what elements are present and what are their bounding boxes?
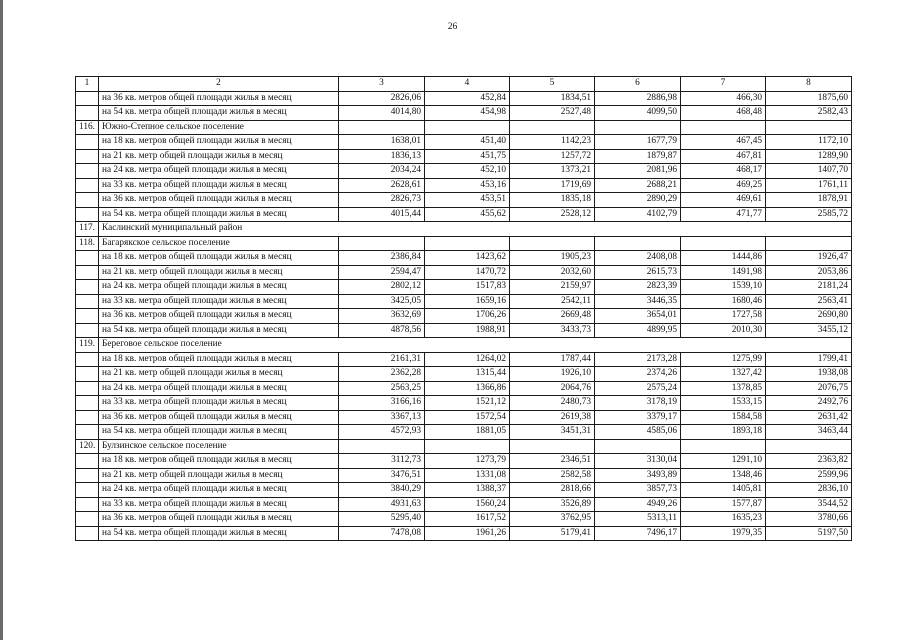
- empty-cell: [339, 439, 425, 454]
- row-number: [76, 91, 99, 106]
- value-cell: 2582,58: [510, 468, 595, 483]
- value-cell: 2836,10: [766, 483, 852, 498]
- empty-cell: [425, 439, 510, 454]
- value-cell: 467,45: [681, 135, 766, 150]
- value-cell: 2585,72: [766, 207, 852, 222]
- empty-cell: [681, 439, 766, 454]
- value-cell: 2582,43: [766, 106, 852, 121]
- row-number: [76, 309, 99, 324]
- value-cell: 2161,31: [339, 352, 425, 367]
- value-cell: 4949,26: [595, 497, 681, 512]
- value-cell: 1273,79: [425, 454, 510, 469]
- value-cell: 2081,96: [595, 164, 681, 179]
- table-row: [76, 207, 852, 222]
- tariff-table: [75, 76, 852, 541]
- row-number: [76, 526, 99, 541]
- row-label: на 54 кв. метра общей площади жилья в месяц: [99, 425, 339, 440]
- row-label: на 18 кв. метров общей площади жилья в месяц: [99, 352, 339, 367]
- value-cell: 2826,73: [339, 193, 425, 208]
- value-cell: 3544,52: [766, 497, 852, 512]
- row-number: [76, 396, 99, 411]
- value-cell: 2688,21: [595, 178, 681, 193]
- row-label: на 54 кв. метра общей площади жилья в месяц: [99, 526, 339, 541]
- row-number: [76, 280, 99, 295]
- value-cell: 453,51: [425, 193, 510, 208]
- empty-cell: [595, 439, 681, 454]
- value-cell: 1533,15: [681, 396, 766, 411]
- table-row: [76, 367, 852, 382]
- row-number: [76, 207, 99, 222]
- value-cell: 1836,13: [339, 149, 425, 164]
- value-cell: 1275,99: [681, 352, 766, 367]
- value-cell: 1407,70: [766, 164, 852, 179]
- row-label: на 36 кв. метров общей площади жилья в месяц: [99, 91, 339, 106]
- table-row: [76, 425, 852, 440]
- value-cell: 3379,17: [595, 410, 681, 425]
- value-cell: 1388,37: [425, 483, 510, 498]
- column-number: 3: [339, 77, 425, 92]
- value-cell: 1881,05: [425, 425, 510, 440]
- row-label: на 36 кв. метров общей площади жилья в месяц: [99, 193, 339, 208]
- column-number: 4: [425, 77, 510, 92]
- page-number: 26: [447, 22, 458, 32]
- value-cell: 469,61: [681, 193, 766, 208]
- value-cell: 2363,82: [766, 454, 852, 469]
- value-cell: 2890,29: [595, 193, 681, 208]
- row-label: на 33 кв. метра общей площади жилья в месяц: [99, 178, 339, 193]
- table-row: [76, 178, 852, 193]
- value-cell: 4878,56: [339, 323, 425, 338]
- table-row: [76, 193, 852, 208]
- value-cell: 2826,06: [339, 91, 425, 106]
- value-cell: 1444,86: [681, 251, 766, 266]
- value-cell: 1378,85: [681, 381, 766, 396]
- row-label: на 36 кв. метров общей площади жилья в месяц: [99, 512, 339, 527]
- table-row: [76, 396, 852, 411]
- value-cell: 3425,05: [339, 294, 425, 309]
- value-cell: 451,40: [425, 135, 510, 150]
- value-cell: 4899,95: [595, 323, 681, 338]
- empty-cell: [681, 236, 766, 251]
- empty-cell: [595, 236, 681, 251]
- value-cell: 1926,47: [766, 251, 852, 266]
- row-number: [76, 381, 99, 396]
- value-cell: 452,10: [425, 164, 510, 179]
- value-cell: 2615,73: [595, 265, 681, 280]
- value-cell: 1719,69: [510, 178, 595, 193]
- value-cell: 2594,47: [339, 265, 425, 280]
- value-cell: 1264,02: [425, 352, 510, 367]
- value-cell: 2802,12: [339, 280, 425, 295]
- value-cell: 2527,48: [510, 106, 595, 121]
- value-cell: 3463,44: [766, 425, 852, 440]
- value-cell: 2480,73: [510, 396, 595, 411]
- value-cell: 1348,46: [681, 468, 766, 483]
- column-number: 8: [766, 77, 852, 92]
- value-cell: 2619,38: [510, 410, 595, 425]
- section-title: Каслинский муниципальный район: [99, 222, 852, 237]
- value-cell: 1423,62: [425, 251, 510, 266]
- value-cell: 1638,01: [339, 135, 425, 150]
- column-number: 7: [681, 77, 766, 92]
- value-cell: 1680,46: [681, 294, 766, 309]
- row-label: на 24 кв. метра общей площади жилья в месяц: [99, 381, 339, 396]
- value-cell: 2064,76: [510, 381, 595, 396]
- value-cell: 2542,11: [510, 294, 595, 309]
- value-cell: 3433,73: [510, 323, 595, 338]
- row-number: [76, 106, 99, 121]
- value-cell: 455,62: [425, 207, 510, 222]
- row-number: [76, 352, 99, 367]
- value-cell: 2669,48: [510, 309, 595, 324]
- table-row: [76, 149, 852, 164]
- value-cell: 1905,23: [510, 251, 595, 266]
- row-label: на 21 кв. метр общей площади жилья в месяц: [99, 367, 339, 382]
- section-row: [76, 439, 852, 454]
- table-row: [76, 512, 852, 527]
- value-cell: 2528,12: [510, 207, 595, 222]
- row-label: на 54 кв. метра общей площади жилья в месяц: [99, 323, 339, 338]
- value-cell: 468,17: [681, 164, 766, 179]
- table-row: [76, 497, 852, 512]
- value-cell: 2032,60: [510, 265, 595, 280]
- scan-edge: [0, 0, 3, 640]
- section-row: [76, 120, 852, 135]
- table-row: [76, 280, 852, 295]
- value-cell: 452,84: [425, 91, 510, 106]
- section-number: 120.: [76, 439, 99, 454]
- value-cell: 471,77: [681, 207, 766, 222]
- value-cell: 3493,89: [595, 468, 681, 483]
- section-number: 116.: [76, 120, 99, 135]
- section-row: [76, 236, 852, 251]
- table-row: [76, 381, 852, 396]
- value-cell: 1727,58: [681, 309, 766, 324]
- row-label: на 54 кв. метра общей площади жилья в месяц: [99, 106, 339, 121]
- column-number: 2: [99, 77, 339, 92]
- row-number: [76, 265, 99, 280]
- value-cell: 4102,79: [595, 207, 681, 222]
- value-cell: 5295,40: [339, 512, 425, 527]
- value-cell: 3654,01: [595, 309, 681, 324]
- empty-cell: [510, 120, 595, 135]
- empty-cell: [595, 120, 681, 135]
- value-cell: 4014,80: [339, 106, 425, 121]
- row-label: на 33 кв. метра общей площади жилья в месяц: [99, 396, 339, 411]
- value-cell: 1878,91: [766, 193, 852, 208]
- value-cell: 1834,51: [510, 91, 595, 106]
- value-cell: 1659,16: [425, 294, 510, 309]
- value-cell: 2010,30: [681, 323, 766, 338]
- value-cell: 3130,04: [595, 454, 681, 469]
- row-label: на 21 кв. метр общей площади жилья в месяц: [99, 265, 339, 280]
- value-cell: 467,81: [681, 149, 766, 164]
- value-cell: 1142,23: [510, 135, 595, 150]
- value-cell: 1584,58: [681, 410, 766, 425]
- value-cell: 1491,98: [681, 265, 766, 280]
- value-cell: 1961,26: [425, 526, 510, 541]
- column-number: 5: [510, 77, 595, 92]
- value-cell: 1577,87: [681, 497, 766, 512]
- value-cell: 1875,60: [766, 91, 852, 106]
- section-title: Южно-Степное сельское поселение: [99, 120, 339, 135]
- value-cell: 7496,17: [595, 526, 681, 541]
- row-label: на 36 кв. метров общей площади жилья в месяц: [99, 309, 339, 324]
- value-cell: 2076,75: [766, 381, 852, 396]
- value-cell: 2628,61: [339, 178, 425, 193]
- value-cell: 1799,41: [766, 352, 852, 367]
- empty-cell: [510, 439, 595, 454]
- value-cell: 1635,23: [681, 512, 766, 527]
- value-cell: 4099,50: [595, 106, 681, 121]
- row-label: на 24 кв. метра общей площади жилья в месяц: [99, 483, 339, 498]
- value-cell: 2631,42: [766, 410, 852, 425]
- value-cell: 1761,11: [766, 178, 852, 193]
- section-title: Багарякское сельское поселение: [99, 236, 339, 251]
- table-row: [76, 410, 852, 425]
- row-number: [76, 512, 99, 527]
- value-cell: 5179,41: [510, 526, 595, 541]
- section-number: 119.: [76, 338, 99, 353]
- row-label: на 24 кв. метра общей площади жилья в месяц: [99, 280, 339, 295]
- table-row: [76, 468, 852, 483]
- row-label: на 24 кв. метра общей площади жилья в месяц: [99, 164, 339, 179]
- table-row: [76, 526, 852, 541]
- row-label: на 54 кв. метра общей площади жилья в месяц: [99, 207, 339, 222]
- table-row: [76, 483, 852, 498]
- value-cell: 466,30: [681, 91, 766, 106]
- value-cell: 1539,10: [681, 280, 766, 295]
- table-row: [76, 265, 852, 280]
- value-cell: 2599,96: [766, 468, 852, 483]
- value-cell: 1373,21: [510, 164, 595, 179]
- row-label: на 21 кв. метр общей площади жилья в месяц: [99, 149, 339, 164]
- value-cell: 1572,54: [425, 410, 510, 425]
- value-cell: 1327,42: [681, 367, 766, 382]
- value-cell: 3166,16: [339, 396, 425, 411]
- value-cell: 2181,24: [766, 280, 852, 295]
- value-cell: 1926,10: [510, 367, 595, 382]
- value-cell: 3451,31: [510, 425, 595, 440]
- value-cell: 1172,10: [766, 135, 852, 150]
- row-number: [76, 149, 99, 164]
- value-cell: 1893,18: [681, 425, 766, 440]
- value-cell: 1879,87: [595, 149, 681, 164]
- value-cell: 3762,95: [510, 512, 595, 527]
- section-number: 117.: [76, 222, 99, 237]
- row-label: на 33 кв. метра общей площади жилья в месяц: [99, 497, 339, 512]
- row-number: [76, 178, 99, 193]
- row-number: [76, 251, 99, 266]
- value-cell: 1521,12: [425, 396, 510, 411]
- value-cell: 7478,08: [339, 526, 425, 541]
- table-row: [76, 135, 852, 150]
- value-cell: 2386,84: [339, 251, 425, 266]
- value-cell: 1835,18: [510, 193, 595, 208]
- table-row: [76, 91, 852, 106]
- value-cell: 5313,11: [595, 512, 681, 527]
- value-cell: 1938,08: [766, 367, 852, 382]
- value-cell: 2823,39: [595, 280, 681, 295]
- row-number: [76, 193, 99, 208]
- table-row: [76, 251, 852, 266]
- value-cell: 3857,73: [595, 483, 681, 498]
- row-label: на 21 кв. метр общей площади жилья в месяц: [99, 468, 339, 483]
- value-cell: 1988,91: [425, 323, 510, 338]
- empty-cell: [766, 236, 852, 251]
- value-cell: 2034,24: [339, 164, 425, 179]
- empty-cell: [510, 236, 595, 251]
- row-number: [76, 367, 99, 382]
- row-number: [76, 425, 99, 440]
- table-row: [76, 294, 852, 309]
- value-cell: 4585,06: [595, 425, 681, 440]
- value-cell: 1979,35: [681, 526, 766, 541]
- table-row: [76, 106, 852, 121]
- value-cell: 5197,50: [766, 526, 852, 541]
- row-label: на 36 кв. метров общей площади жилья в месяц: [99, 410, 339, 425]
- value-cell: 2374,26: [595, 367, 681, 382]
- row-label: на 18 кв. метров общей площади жилья в месяц: [99, 251, 339, 266]
- table-row: [76, 323, 852, 338]
- value-cell: 1470,72: [425, 265, 510, 280]
- section-row: [76, 338, 852, 353]
- section-title: Булзинское сельское поселение: [99, 439, 339, 454]
- value-cell: 1787,44: [510, 352, 595, 367]
- value-cell: 1257,72: [510, 149, 595, 164]
- row-label: на 18 кв. метров общей площади жилья в месяц: [99, 454, 339, 469]
- row-label: на 33 кв. метра общей площади жилья в месяц: [99, 294, 339, 309]
- value-cell: 3455,12: [766, 323, 852, 338]
- value-cell: 2159,97: [510, 280, 595, 295]
- value-cell: 2408,08: [595, 251, 681, 266]
- table-row: [76, 352, 852, 367]
- row-label: на 18 кв. метров общей площади жилья в месяц: [99, 135, 339, 150]
- value-cell: 469,25: [681, 178, 766, 193]
- row-number: [76, 135, 99, 150]
- value-cell: 2053,86: [766, 265, 852, 280]
- section-row: [76, 222, 852, 237]
- empty-cell: [339, 236, 425, 251]
- value-cell: 3446,35: [595, 294, 681, 309]
- value-cell: 453,16: [425, 178, 510, 193]
- empty-cell: [766, 120, 852, 135]
- value-cell: 3780,66: [766, 512, 852, 527]
- value-cell: 4015,44: [339, 207, 425, 222]
- empty-cell: [425, 236, 510, 251]
- column-number: 1: [76, 77, 99, 92]
- value-cell: 1315,44: [425, 367, 510, 382]
- row-number: [76, 497, 99, 512]
- value-cell: 2818,66: [510, 483, 595, 498]
- empty-cell: [681, 120, 766, 135]
- value-cell: 1677,79: [595, 135, 681, 150]
- value-cell: 3476,51: [339, 468, 425, 483]
- value-cell: 4572,93: [339, 425, 425, 440]
- table-row: [76, 309, 852, 324]
- value-cell: 2886,98: [595, 91, 681, 106]
- table-body: [76, 91, 852, 541]
- table-row: [76, 454, 852, 469]
- value-cell: 2563,41: [766, 294, 852, 309]
- row-number: [76, 468, 99, 483]
- value-cell: 454,98: [425, 106, 510, 121]
- value-cell: 2173,28: [595, 352, 681, 367]
- row-number: [76, 483, 99, 498]
- value-cell: 2563,25: [339, 381, 425, 396]
- value-cell: 1517,83: [425, 280, 510, 295]
- row-number: [76, 294, 99, 309]
- value-cell: 1291,10: [681, 454, 766, 469]
- value-cell: 3178,19: [595, 396, 681, 411]
- value-cell: 2346,51: [510, 454, 595, 469]
- value-cell: 2362,28: [339, 367, 425, 382]
- value-cell: 2575,24: [595, 381, 681, 396]
- value-cell: 1366,86: [425, 381, 510, 396]
- section-title: Береговое сельское поселение: [99, 338, 852, 353]
- empty-cell: [339, 120, 425, 135]
- value-cell: 1289,90: [766, 149, 852, 164]
- column-number: 6: [595, 77, 681, 92]
- table-row: [76, 164, 852, 179]
- value-cell: 1405,81: [681, 483, 766, 498]
- value-cell: 451,75: [425, 149, 510, 164]
- empty-cell: [766, 439, 852, 454]
- row-number: [76, 323, 99, 338]
- value-cell: 3367,13: [339, 410, 425, 425]
- value-cell: 4931,63: [339, 497, 425, 512]
- value-cell: 1560,24: [425, 497, 510, 512]
- value-cell: 1331,08: [425, 468, 510, 483]
- value-cell: 1617,52: [425, 512, 510, 527]
- value-cell: 1706,26: [425, 309, 510, 324]
- value-cell: 3840,29: [339, 483, 425, 498]
- value-cell: 468,48: [681, 106, 766, 121]
- value-cell: 3632,69: [339, 309, 425, 324]
- value-cell: 3526,89: [510, 497, 595, 512]
- value-cell: 3112,73: [339, 454, 425, 469]
- row-number: [76, 164, 99, 179]
- column-number-row: [76, 77, 852, 92]
- empty-cell: [425, 120, 510, 135]
- section-number: 118.: [76, 236, 99, 251]
- row-number: [76, 410, 99, 425]
- row-number: [76, 454, 99, 469]
- value-cell: 2492,76: [766, 396, 852, 411]
- value-cell: 2690,80: [766, 309, 852, 324]
